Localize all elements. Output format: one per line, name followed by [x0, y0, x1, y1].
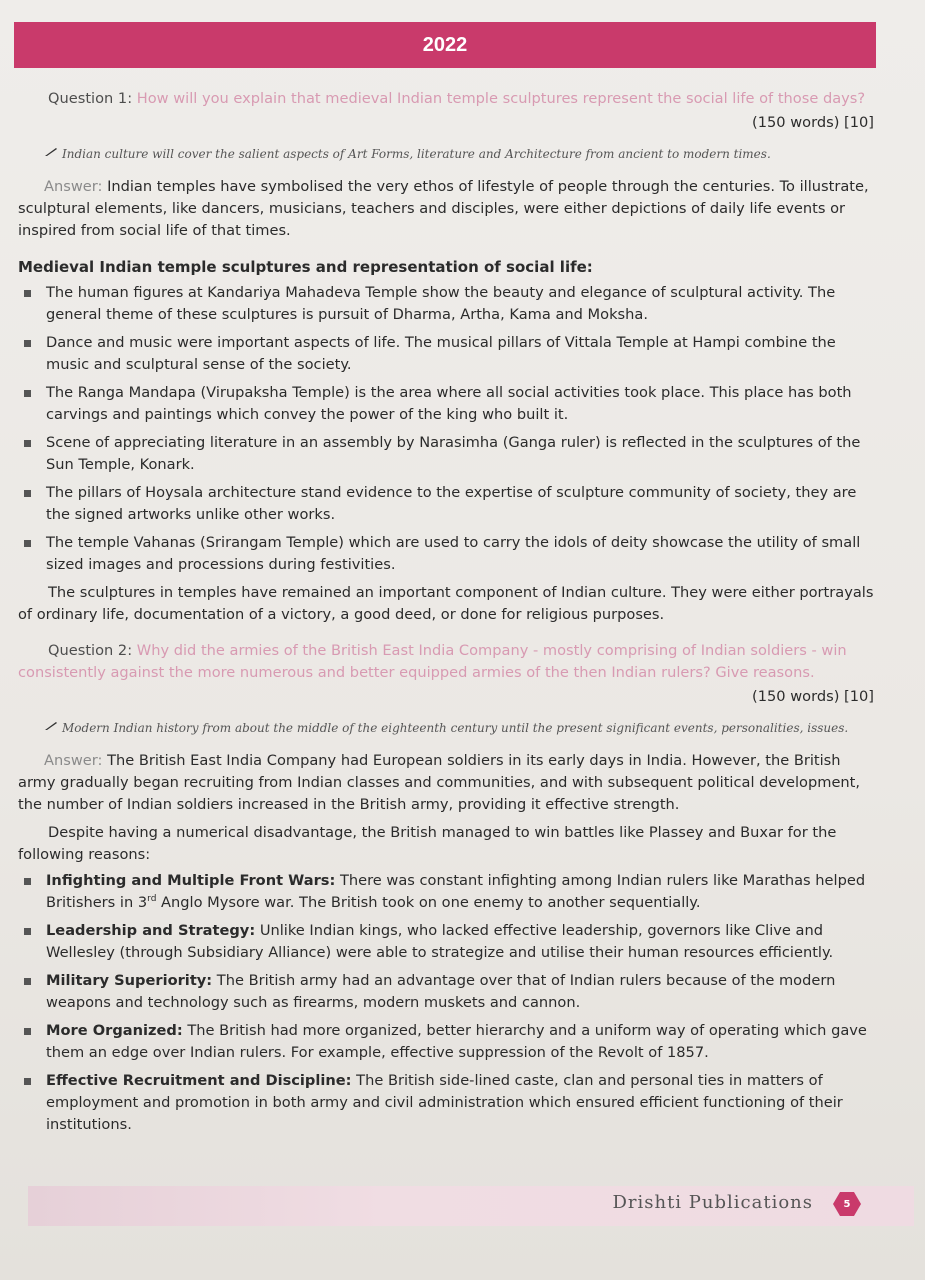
list-item-text: Unlike Indian kings, who lacked effective leadership, governors like Clive and Wellesley (through Subsidiary Alliance) were able to strategize and utilise their human resources efficiently.: [46, 922, 834, 961]
list-item: [18, 332, 874, 376]
question-1-marks: (150 words) [10]: [752, 114, 874, 131]
question-1-label: Question 1:: [48, 90, 133, 107]
list-item-text: Anglo Mysore war. The British took on one enemy to another sequentially.: [156, 894, 701, 911]
list-item-text: The human figures at Kandariya Mahadeva Temple show the beauty and elegance of sculptural activity. The general theme of these sculptures is pursuit of Dharma, Artha, Kama and Moksha.: [46, 284, 836, 323]
list-item: [18, 482, 874, 526]
question-2-marks: (150 words) [10]: [752, 688, 874, 705]
list-item-text: Dance and music were important aspects of life. The musical pillars of Vittala Temple at Hampi combine the music and sculptural sense of the society.: [46, 334, 836, 373]
answer-label: Answer:: [44, 178, 103, 195]
publisher-name: Drishti Publications: [612, 1192, 813, 1213]
question-1-syllabus: [44, 144, 874, 164]
list-item-text: The pillars of Hoysala architecture stand evidence to the expertise of sculpture community of society, they are the signed artworks unlike other works.: [46, 484, 857, 523]
year-label: 2022: [422, 33, 468, 56]
content: [18, 88, 874, 1142]
pencil-icon: [44, 147, 58, 157]
list-item: [18, 282, 874, 326]
answer-text: Indian temples have symbolised the very ethos of lifestyle of people through the centuries. To illustrate, sculptural elements, like dancers, musicians, teachers and disciples, were either depictions of daily life events or inspired from social life of that times.: [18, 178, 869, 239]
list-item-text: The British side-lined caste, clan and personal ties in matters of employment and promotion in both army and civil administration which ensured efficient functioning of their institutions.: [46, 1072, 843, 1133]
question-2-answer: [18, 750, 874, 816]
question-2-text: Why did the armies of the British East India Company - mostly comprising of Indian soldiers - win consistently against the more numerous and better equipped armies of the then Indian rulers? Give reasons.: [18, 642, 847, 681]
list-item: [18, 432, 874, 476]
list-item-text: There was constant infighting among Indian rulers like Marathas helped Britishers in 3: [46, 872, 866, 911]
bullet-icon: [24, 490, 31, 497]
syllabus-text: Modern Indian history from about the middle of the eighteenth century until the present significant events, personalities, issues.: [62, 721, 849, 735]
list-item-text: The British army had an advantage over that of Indian rulers because of the modern weapons and technology such as firearms, modern muskets and cannon.: [46, 972, 836, 1011]
year-header: [14, 22, 876, 68]
list-item-lead: Effective Recruitment and Discipline:: [46, 1072, 352, 1089]
list-item: [18, 382, 874, 426]
list-item-text: The temple Vahanas (Srirangam Temple) which are used to carry the idols of deity showcase the utility of small sized images and processions during festivities.: [46, 534, 861, 573]
list-item-lead: Military Superiority:: [46, 972, 213, 989]
question-2-intro: Despite having a numerical disadvantage, the British managed to win battles like Plassey and Buxar for the following reasons:: [18, 824, 837, 863]
section-heading: Medieval Indian temple sculptures and representation of social life:: [18, 258, 593, 276]
bullet-icon: [24, 340, 31, 347]
list-item-text: Scene of appreciating literature in an assembly by Narasimha (Ganga ruler) is reflected in the sculptures of the Sun Temple, Konark.: [46, 434, 861, 473]
list-item: [18, 1020, 874, 1064]
answer-text: The British East India Company had European soldiers in its early days in India. However, the British army gradually began recruiting from Indian classes and communities, and with subsequent political development, the number of Indian soldiers increased in the British army, providing it effective strength.: [18, 752, 861, 813]
question-1-prompt: [18, 88, 874, 110]
list-item: [18, 920, 874, 964]
question-2-prompt: [18, 640, 874, 684]
list-item-lead: More Organized:: [46, 1022, 183, 1039]
page-number: 5: [843, 1198, 851, 1210]
question-2-label: Question 2:: [48, 642, 133, 659]
question-2: [18, 640, 874, 1136]
question-2-bullet-list: [18, 870, 874, 1136]
question-1: [18, 88, 874, 626]
list-item-text: The Ranga Mandapa (Virupaksha Temple) is the area where all social activities took place. This place has both carvings and paintings which convey the power of the king who built it.: [46, 384, 852, 423]
bullet-icon: [24, 1078, 31, 1085]
list-item-text: The British had more organized, better hierarchy and a uniform way of operating which gave them an edge over Indian rulers. For example, effective suppression of the Revolt of 1857.: [46, 1022, 867, 1061]
pencil-icon: [44, 721, 58, 731]
list-item: [18, 1070, 874, 1136]
bullet-icon: [24, 978, 31, 985]
question-1-text: How will you explain that medieval Indian temple sculptures represent the social life of those days?: [136, 90, 866, 107]
bullet-icon: [24, 290, 31, 297]
bullet-icon: [24, 390, 31, 397]
list-item-lead: Leadership and Strategy:: [46, 922, 256, 939]
bullet-icon: [24, 540, 31, 547]
bullet-icon: [24, 878, 31, 885]
list-item: [18, 970, 874, 1014]
list-item: [18, 870, 874, 914]
question-2-syllabus: [44, 718, 874, 738]
page-number-badge: [832, 1191, 862, 1217]
ordinal-suffix: rd: [147, 894, 157, 905]
question-1-answer: [18, 176, 874, 242]
question-1-bullet-list: [18, 282, 874, 576]
bullet-icon: [24, 928, 31, 935]
answer-label: Answer:: [44, 752, 103, 769]
bullet-icon: [24, 440, 31, 447]
syllabus-text: Indian culture will cover the salient aspects of Art Forms, literature and Architecture from ancient to modern times.: [62, 147, 771, 161]
list-item: [18, 532, 874, 576]
list-item-lead: Infighting and Multiple Front Wars:: [46, 872, 336, 889]
question-1-conclusion: The sculptures in temples have remained an important component of Indian culture. They were either portrayals of ordinary life, documentation of a victory, a good deed, or done for religious purposes.: [18, 584, 874, 623]
bullet-icon: [24, 1028, 31, 1035]
